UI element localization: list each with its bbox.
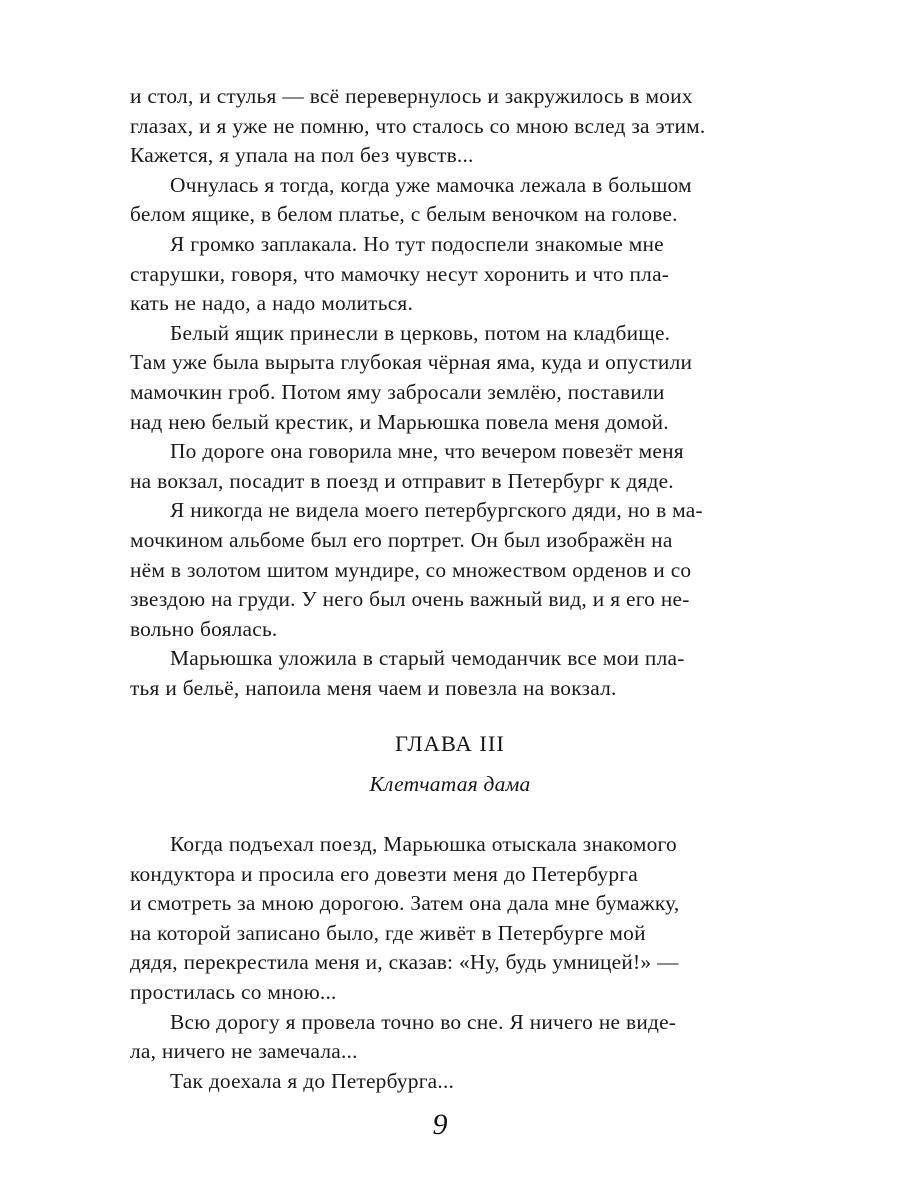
text-line: звездою на груди. У него был очень важный вид, и я его не- [130,587,690,612]
text-line: старушки, говоря, что мамочку несут хоронить и что пла- [130,261,670,286]
paragraph [130,644,734,703]
text-line: Кажется, я упала на пол без чувств... [130,143,474,168]
text-line: и смотреть за мною дорогою. Затем она дала мне бумажку, [130,891,680,916]
text-line: на которой записано было, где живёт в Петербурге мой [130,920,646,945]
text-line: глазах, и я уже не помню, что сталось со мною вслед за этим. [130,113,706,138]
text-line: Белый ящик принесли в церковь, потом на кладбище. [170,320,671,345]
text-line: дядя, перекрестила меня и, сказав: «Ну, будь умницей!» — [130,950,679,975]
text-line: кондуктора и просила его довезти меня до Петербурга [130,861,638,886]
paragraph [130,437,734,496]
page-text-body-after-chapter [130,830,734,1096]
paragraph [130,230,734,319]
text-line: ла, ничего не замечала... [130,1039,358,1064]
text-line: Там уже была вырыта глубокая чёрная яма, куда и опустили [130,350,693,375]
text-line: на вокзал, посадит в поезд и отправит в Петербург к дяде. [130,468,674,493]
text-line: Я громко заплакала. Но тут подоспели знакомые мне [170,231,664,256]
page-text-body [130,82,734,703]
paragraph [130,1067,734,1097]
text-line: тья и бельё, напоила меня чаем и повезла на вокзал. [130,675,617,700]
text-line: Всю дорогу я провела точно во сне. Я ничего не виде- [170,1009,677,1034]
paragraph-group-before-chapter [130,82,734,703]
chapter-number-heading: ГЛАВА III [395,731,505,756]
text-line: мочкином альбоме был его портрет. Он был изображён на [130,527,673,552]
text-line: простилась со мною... [130,979,337,1004]
text-line: кать не надо, а надо молиться. [130,291,414,316]
text-line: Очнулась я тогда, когда уже мамочка лежала в большом [170,172,692,197]
text-line: нём в золотом шитом мундире, со множеством орденов и со [130,557,692,582]
text-line: мамочкин гроб. Потом яму забросали землёю, поставили [130,379,665,404]
paragraph [130,830,734,1008]
paragraph [130,496,734,644]
paragraph [130,319,734,437]
text-line: Так доехала я до Петербурга... [170,1068,455,1093]
text-line: над нею белый крестик, и Марьюшка повела меня домой. [130,409,669,434]
text-line: Когда подъехал поезд, Марьюшка отыскала знакомого [170,832,677,856]
paragraph [130,1008,734,1067]
text-line: Я никогда не видела моего петербургского дяди, но в ма- [170,498,703,523]
paragraph-group-after-chapter [130,830,734,1096]
text-line: белом ящике, в белом платье, с белым веночком на голове. [130,202,678,227]
text-line: и стол, и стулья — всё перевернулось и закружилось в моих [130,84,693,108]
paragraph [130,82,734,171]
paragraph [130,171,734,230]
page-number: 9 [432,1108,448,1141]
text-line: Марьюшка уложила в старый чемоданчик все мои пла- [170,646,685,671]
chapter-title-heading: Клетчатая дама [369,772,531,796]
text-line: вольно боялась. [130,616,278,641]
text-line: По дороге она говорила мне, что вечером повезёт меня [170,439,684,464]
